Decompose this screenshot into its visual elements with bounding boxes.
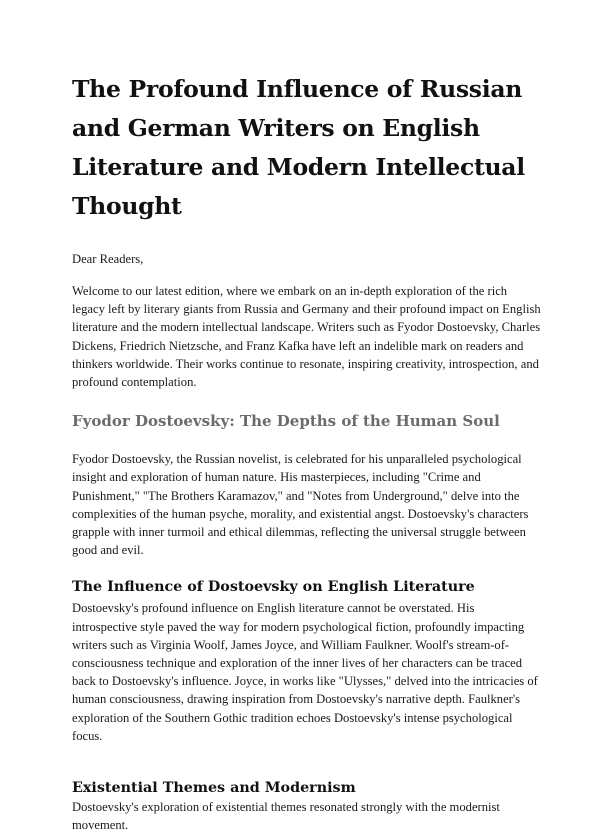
section-body-dostoevsky: Fyodor Dostoevsky, the Russian novelist, is celebrated for his unparalleled psychological insight and exploration of human nature. His masterpieces, including "Crime and Punishment," "The Brothers Karamazov," and "Notes from Underground," delve into the complexities of the human psyche, morality, and existential angst. Dostoevsky's characters grapple with inner turmoil and ethical dilemmas, reflecting the universal struggle between good and evil.: [72, 452, 529, 558]
section-heading-dostoevsky: Fyodor Dostoevsky: The Depths of the Human Soul: [72, 412, 500, 431]
section-body-influence: Dostoevsky's profound influence on English literature cannot be overstated. His introspective style paved the way for modern psychological fiction, profoundly impacting writers such as Virginia Woolf, James Joyce, and William Faulkner. Woolf's stream-of-consciousness technique and exploration of the inner lives of her characters can be traced back to Dostoevsky's influence. Joyce, in works like "Ulysses," delved into the intricacies of human consciousness, drawing inspiration from Dostoevsky's narrative depth. Faulkner's exploration of the Southern Gothic tradition echoes Dostoevsky's intense psychological focus.: [72, 601, 538, 743]
intro-paragraph: Welcome to our latest edition, where we embark on an in-depth exploration of the rich legacy left by literary giants from Russia and Germany and their profound impact on English literature and the modern intellectual landscape. Writers such as Fyodor Dostoevsky, Charles Dickens, Friedrich Nietzsche, and Franz Kafka have left an indelible mark on readers and thinkers worldwide. Their works continue to resonate, inspiring creativity, introspection, and profound contemplation.: [72, 284, 541, 390]
section-heading-existential: Existential Themes and Modernism: [72, 780, 356, 797]
document-page: [72, 70, 542, 834]
salutation: Dear Readers,: [72, 252, 144, 266]
section-body-existential: Dostoevsky's exploration of existential themes resonated strongly with the modernist movement.: [72, 800, 500, 833]
section-heading-influence: The Influence of Dostoevsky on English Literature: [72, 579, 475, 596]
document-title: The Profound Influence of Russian and German Writers on English Literature and Modern Intellectual Thought: [72, 75, 525, 220]
